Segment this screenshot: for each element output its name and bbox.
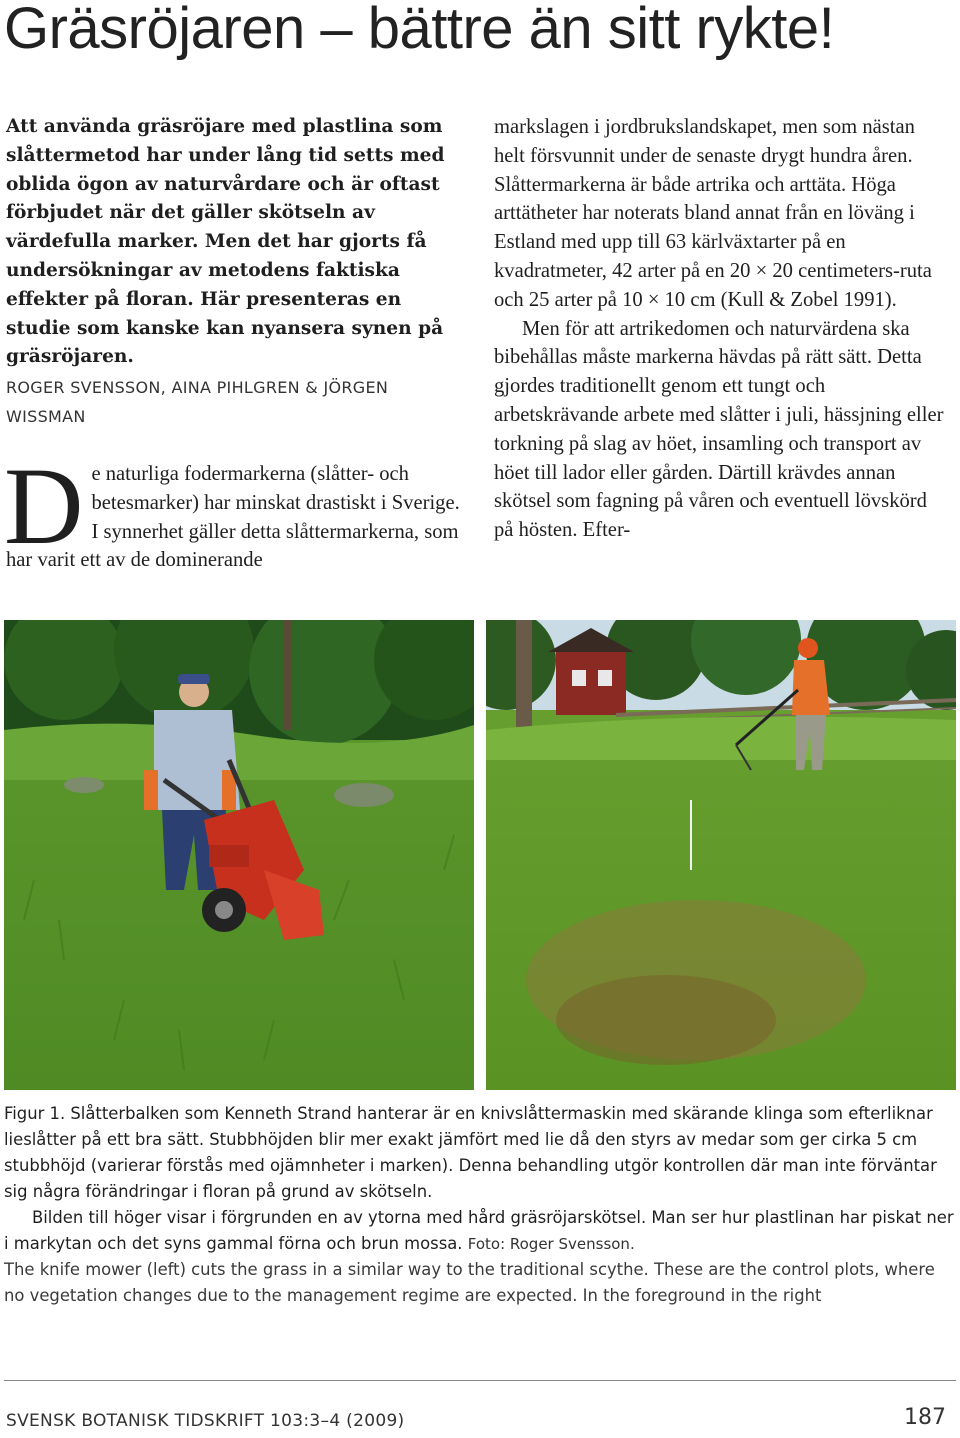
body-left-text: e naturliga fodermarkerna (slåtter- och betesmarker) har minskat drastiskt i Sverige. I synnerhet gäller detta slåttermarkerna, som har varit ett av de dominerande [6, 463, 460, 572]
article-authors: ROGER SVENSSON, AINA PIHLGREN & JÖRGEN WISSMAN [6, 378, 389, 426]
body-column-left [4, 445, 460, 575]
caption-paragraph-2 [4, 1205, 954, 1257]
article-lead: Att använda gräsröjare med plastlina som slåttermetod har under lång tid setts med oblida ögon av naturvårdare och är oftast förbjudet när det gäller skötseln av värdefulla marker. Men det har gjorts få undersökningar av metodens faktiska effekter på floran. Här presenteras en studie som kanske kan nyansera synen på gräsröjaren. [6, 116, 445, 368]
body-right-paragraph-1: markslagen i jordbrukslandskapet, men som nästan helt försvunnit under de senaste drygt hundra åren. Slåttermarkerna är både artrika och arttäta. Höga arttätheter har noterats bland annat från en löväng i Estland med upp till 63 kärlväxtarter på en kvadratmeter, 42 arter på en 20 × 20 centimeters-ruta och 25 arter på 10 × 10 cm (Kull & Zobel 1991). [494, 116, 932, 311]
article-title: Gräsröjaren – bättre än sitt rykte! [4, 0, 835, 61]
caption-text-2: Bilden till höger visar i förgrunden en av ytorna med hård gräsröjarskötsel. Man ser hur plastlinan har piskat ner i markytan och det syns gammal förna och brun mossa. [4, 1208, 954, 1253]
caption-paragraph-1 [4, 1101, 954, 1205]
body-column-right [494, 113, 950, 545]
body-right-paragraph-2: Men för att artrikedomen och naturvärdena ska bibehållas måste markerna hävdas på rätt sätt. Detta gjordes traditionellt genom ett tungt och arbetskrävande arbete med slåtter i juli, hässjning eller torkning på slag av höet, insamling och transport av höet till lador eller gården. Därtill krävdes annan skötsel som fagning på våren och eventuell lövskörd på hösten. Efter- [494, 317, 944, 542]
caption-english: The knife mower (left) cuts the grass in a similar way to the traditional scythe. These are the control plots, where no vegetation changes due to the management regime are expected. In the foreground in the right [4, 1260, 935, 1305]
photo-brush-cutter [486, 620, 956, 1090]
figure-caption [4, 1101, 954, 1309]
caption-text-1: Slåtterbalken som Kenneth Strand hanterar är en knivslåttermaskin med skärande klinga som efterliknar lieslåtter på ett bra sätt. Stubbhöjden blir mer exakt jämfört med lie då den styrs av medar som ger cirka 5 cm stubbhöjd (varierar förstås med ojämnheter i marken). Denna behandling utgör kontrollen där man inte förväntar sig några förändringar i floran på grund av skötseln. [4, 1104, 937, 1201]
drop-cap: D [4, 445, 84, 567]
journal-reference: SVENSK BOTANISK TIDSKRIFT 103:3–4 (2009) [6, 1411, 405, 1431]
page-number: 187 [904, 1405, 946, 1430]
footer-divider [4, 1380, 956, 1381]
photo-knife-mower [4, 620, 474, 1090]
figure-label: Figur 1. [4, 1104, 66, 1123]
photo-credit: Foto: Roger Svensson. [467, 1235, 635, 1253]
